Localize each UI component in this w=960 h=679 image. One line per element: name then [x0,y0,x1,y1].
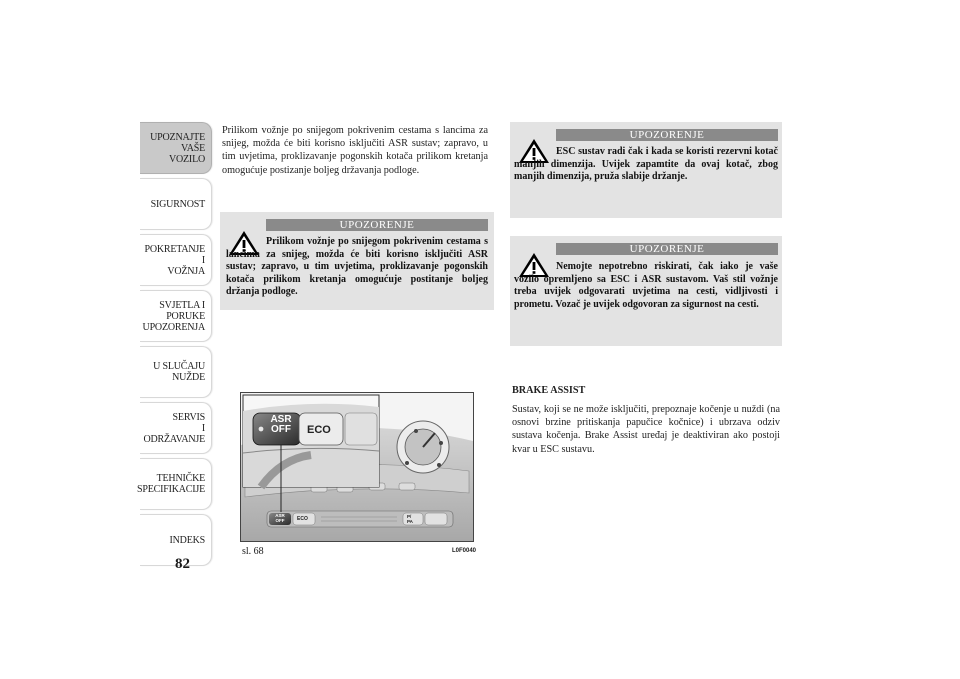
tab-sigurnost[interactable] [140,178,212,230]
tab-label: SERVIS I ODRŽAVANJE [143,411,205,445]
intro-paragraph: Prilikom vožnje po snijegom pokrivenim cestama s lancima za snijeg, možda će biti korisno isključiti ASR sustav; zapravo, u tim uvjetima, proklizavanje pogonskih kotača prilikom kretanja omogućuje postizanje boljeg državanja podloge. [222,125,488,176]
tab-label: SVJETLA I PORUKE UPOZORENJA [142,299,205,333]
tab-upoznajte-vase-vozilo[interactable] [140,122,212,174]
warning-box-asr-chains [220,212,494,310]
off-label: OFF [271,424,291,435]
small-pa-label: P/ PA [407,514,413,524]
small-eco-label: ECO [297,516,308,522]
eco-button: ECO [307,424,331,436]
warning-title: UPOZORENJE [556,129,778,141]
warning-box-spare-wheel [510,122,782,218]
asr-label: ASR [270,414,292,425]
warning-text: Nemojte nepotrebno riskirati, čak iako je vaše vozilo opremljeno sa ESC i ASR sustavom. Vaš stil vožnje treba uvijek odgovarati uvjetima na cesti, vidljivosti i prometu. Vozač je uvijek odgovoran za sigurnost na cesti. [514,261,778,310]
figure-caption: sl. 68 [242,546,264,557]
page-number: 82 [175,556,190,572]
small-asr-label: ASR OFF [275,513,285,523]
tab-u-slucaju-nuzde[interactable] [140,346,212,398]
tab-tehnicke-specifikacije[interactable] [137,458,212,510]
tab-label: TEHNIČKE SPECIFIKACIJE [137,473,205,495]
dashboard-illustration [240,392,474,542]
tab-pokretanje-i-voznja[interactable] [140,234,212,286]
tab-label: POKRETANJE I VOŽNJA [144,243,205,277]
tab-label: SIGURNOST [150,198,205,210]
warning-box-driving-risk [510,236,782,346]
tab-label: INDEKS [169,534,205,546]
warning-title: UPOZORENJE [556,243,778,255]
brake-assist-paragraph: Sustav, koji se ne može isključiti, prepoznaje kočenje u nuždi (na osnovi brzine pritiskanja papučice kočnice) i ubrzava odziv sustava kočenja. Brake Assist uređaj je deaktiviran ako postoji kvar u ESC sustavu. [512,404,780,455]
figure-code: L0F0040 [452,548,477,554]
warning-text: Prilikom vožnje po snijegom pokrivenim cestama s lancima za snijeg, možda će biti korisno isključiti ASR sustav; zapravo, u tim uvjetima, proklizavanje pogonskih kotača prilikom kretanja omogućuje postitanje boljeg držanja podloge. [226,236,488,298]
tab-label: U SLUČAJU NUŽDE [153,361,205,383]
warning-text: ESC sustav radi čak i kada se koristi rezervni kotač manjih dimenzija. Uvijek zapamtite da ovaj kotač, zbog manjih dimenzija, pruža slabije držanje. [514,146,778,183]
tab-svjetla-i-poruke[interactable] [140,290,212,342]
asr-off-button [263,415,299,435]
warning-title: UPOZORENJE [266,219,488,231]
tab-servis-i-odrzavanje[interactable] [140,402,212,454]
tab-label: UPOZNAJTE VAŠE VOZILO [150,131,205,165]
brake-assist-heading: BRAKE ASSIST [512,385,586,396]
